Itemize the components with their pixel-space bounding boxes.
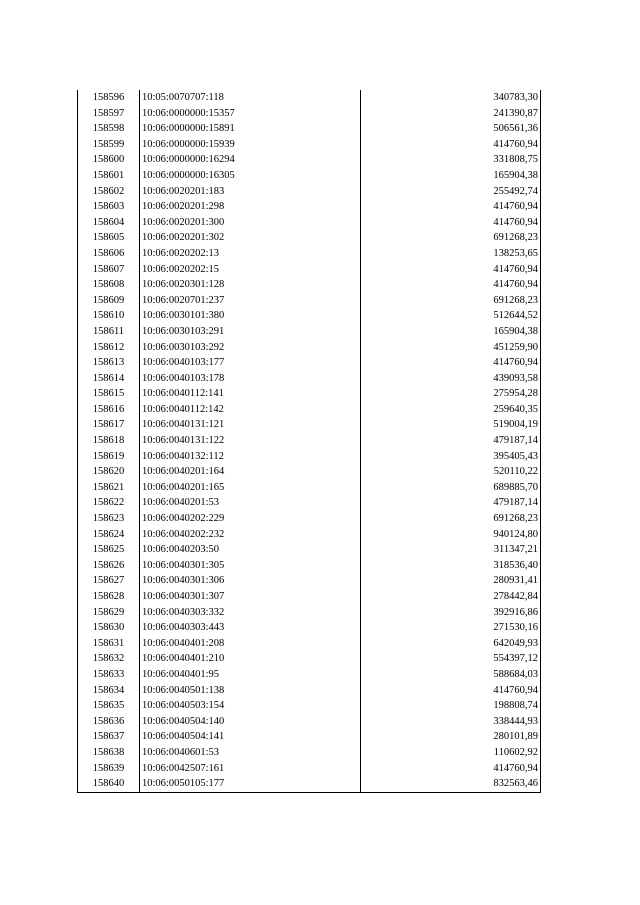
cadastral-number-cell: 10:06:0040303:443 bbox=[140, 620, 361, 636]
table-row bbox=[78, 417, 541, 433]
table-row bbox=[78, 729, 541, 745]
value-cell: 110602,92 bbox=[361, 745, 541, 761]
row-number-cell: 158629 bbox=[78, 605, 140, 621]
value-cell: 280101,89 bbox=[361, 729, 541, 745]
cadastral-number-cell: 10:06:0040131:122 bbox=[140, 433, 361, 449]
row-number-cell: 158620 bbox=[78, 464, 140, 480]
value-cell: 439093,58 bbox=[361, 371, 541, 387]
table-row bbox=[78, 527, 541, 543]
table-row bbox=[78, 230, 541, 246]
row-number-cell: 158630 bbox=[78, 620, 140, 636]
row-number-cell: 158638 bbox=[78, 745, 140, 761]
table-row bbox=[78, 495, 541, 511]
table-row bbox=[78, 776, 541, 792]
table-row bbox=[78, 714, 541, 730]
value-cell: 414760,94 bbox=[361, 761, 541, 777]
cadastral-number-cell: 10:06:0030103:292 bbox=[140, 340, 361, 356]
cadastral-number-cell: 10:06:0020701:237 bbox=[140, 293, 361, 309]
table-row bbox=[78, 589, 541, 605]
value-cell: 414760,94 bbox=[361, 683, 541, 699]
value-cell: 520110,22 bbox=[361, 464, 541, 480]
table-row bbox=[78, 90, 541, 106]
row-number-cell: 158637 bbox=[78, 729, 140, 745]
table-row bbox=[78, 106, 541, 122]
row-number-cell: 158639 bbox=[78, 761, 140, 777]
cadastral-number-cell: 10:06:0030103:291 bbox=[140, 324, 361, 340]
table-row bbox=[78, 184, 541, 200]
row-number-cell: 158640 bbox=[78, 776, 140, 792]
table-row bbox=[78, 121, 541, 137]
value-cell: 198808,74 bbox=[361, 698, 541, 714]
row-number-cell: 158626 bbox=[78, 558, 140, 574]
table-row bbox=[78, 605, 541, 621]
table-row bbox=[78, 168, 541, 184]
cadastral-number-cell: 10:06:0040401:95 bbox=[140, 667, 361, 683]
cadastral-number-cell: 10:05:0070707:118 bbox=[140, 90, 361, 106]
row-number-cell: 158597 bbox=[78, 106, 140, 122]
table-row bbox=[78, 433, 541, 449]
cadastral-number-cell: 10:06:0040131:121 bbox=[140, 417, 361, 433]
cadastral-number-cell: 10:06:0000000:15891 bbox=[140, 121, 361, 137]
value-cell: 691268,23 bbox=[361, 230, 541, 246]
table-row bbox=[78, 277, 541, 293]
value-cell: 414760,94 bbox=[361, 277, 541, 293]
row-number-cell: 158613 bbox=[78, 355, 140, 371]
cadastral-number-cell: 10:06:0000000:15939 bbox=[140, 137, 361, 153]
table-row bbox=[78, 262, 541, 278]
table-row bbox=[78, 293, 541, 309]
value-cell: 691268,23 bbox=[361, 511, 541, 527]
value-cell: 241390,87 bbox=[361, 106, 541, 122]
table-row bbox=[78, 698, 541, 714]
row-number-cell: 158617 bbox=[78, 417, 140, 433]
table-row bbox=[78, 199, 541, 215]
value-cell: 275954,28 bbox=[361, 386, 541, 402]
cadastral-number-cell: 10:06:0040504:140 bbox=[140, 714, 361, 730]
row-number-cell: 158612 bbox=[78, 340, 140, 356]
row-number-cell: 158606 bbox=[78, 246, 140, 262]
cadastral-number-cell: 10:06:0040401:210 bbox=[140, 651, 361, 667]
row-number-cell: 158603 bbox=[78, 199, 140, 215]
table-row bbox=[78, 573, 541, 589]
row-number-cell: 158605 bbox=[78, 230, 140, 246]
value-cell: 392916,86 bbox=[361, 605, 541, 621]
row-number-cell: 158632 bbox=[78, 651, 140, 667]
value-cell: 165904,38 bbox=[361, 168, 541, 184]
value-cell: 311347,21 bbox=[361, 542, 541, 558]
cadastral-number-cell: 10:06:0000000:15357 bbox=[140, 106, 361, 122]
table-row bbox=[78, 636, 541, 652]
value-cell: 318536,40 bbox=[361, 558, 541, 574]
cadastral-number-cell: 10:06:0040201:164 bbox=[140, 464, 361, 480]
value-cell: 331808,75 bbox=[361, 152, 541, 168]
cadastral-number-cell: 10:06:0040601:53 bbox=[140, 745, 361, 761]
table-row bbox=[78, 137, 541, 153]
value-cell: 414760,94 bbox=[361, 137, 541, 153]
value-cell: 414760,94 bbox=[361, 199, 541, 215]
cadastral-number-cell: 10:06:0040201:53 bbox=[140, 495, 361, 511]
value-cell: 278442,84 bbox=[361, 589, 541, 605]
table-row bbox=[78, 246, 541, 262]
value-cell: 271530,16 bbox=[361, 620, 541, 636]
row-number-cell: 158611 bbox=[78, 324, 140, 340]
value-cell: 338444,93 bbox=[361, 714, 541, 730]
value-cell: 259640,35 bbox=[361, 402, 541, 418]
row-number-cell: 158618 bbox=[78, 433, 140, 449]
table-row bbox=[78, 371, 541, 387]
data-table bbox=[77, 90, 541, 793]
cadastral-number-cell: 10:06:0050105:177 bbox=[140, 776, 361, 792]
row-number-cell: 158614 bbox=[78, 371, 140, 387]
table-row bbox=[78, 683, 541, 699]
table-row bbox=[78, 620, 541, 636]
cadastral-number-cell: 10:06:0020202:15 bbox=[140, 262, 361, 278]
cadastral-number-cell: 10:06:0020201:298 bbox=[140, 199, 361, 215]
cadastral-number-cell: 10:06:0040301:306 bbox=[140, 573, 361, 589]
row-number-cell: 158601 bbox=[78, 168, 140, 184]
value-cell: 642049,93 bbox=[361, 636, 541, 652]
table-row bbox=[78, 340, 541, 356]
row-number-cell: 158628 bbox=[78, 589, 140, 605]
cadastral-number-cell: 10:06:0040503:154 bbox=[140, 698, 361, 714]
cadastral-number-cell: 10:06:0042507:161 bbox=[140, 761, 361, 777]
value-cell: 414760,94 bbox=[361, 215, 541, 231]
cadastral-number-cell: 10:06:0030101:380 bbox=[140, 308, 361, 324]
row-number-cell: 158634 bbox=[78, 683, 140, 699]
value-cell: 414760,94 bbox=[361, 262, 541, 278]
cadastral-number-cell: 10:06:0020301:128 bbox=[140, 277, 361, 293]
cadastral-number-cell: 10:06:0040501:138 bbox=[140, 683, 361, 699]
value-cell: 414760,94 bbox=[361, 355, 541, 371]
value-cell: 165904,38 bbox=[361, 324, 541, 340]
table-row bbox=[78, 308, 541, 324]
table-row bbox=[78, 464, 541, 480]
value-cell: 479187,14 bbox=[361, 433, 541, 449]
cadastral-number-cell: 10:06:0040301:307 bbox=[140, 589, 361, 605]
table-row bbox=[78, 355, 541, 371]
value-cell: 138253,65 bbox=[361, 246, 541, 262]
value-cell: 506561,36 bbox=[361, 121, 541, 137]
cadastral-number-cell: 10:06:0040401:208 bbox=[140, 636, 361, 652]
cadastral-number-cell: 10:06:0040504:141 bbox=[140, 729, 361, 745]
value-cell: 554397,12 bbox=[361, 651, 541, 667]
row-number-cell: 158622 bbox=[78, 495, 140, 511]
value-cell: 280931,41 bbox=[361, 573, 541, 589]
value-cell: 519004,19 bbox=[361, 417, 541, 433]
value-cell: 479187,14 bbox=[361, 495, 541, 511]
row-number-cell: 158604 bbox=[78, 215, 140, 231]
cadastral-number-cell: 10:06:0040103:178 bbox=[140, 371, 361, 387]
table-row bbox=[78, 511, 541, 527]
table-row bbox=[78, 324, 541, 340]
cadastral-number-cell: 10:06:0040202:229 bbox=[140, 511, 361, 527]
table-row bbox=[78, 558, 541, 574]
row-number-cell: 158636 bbox=[78, 714, 140, 730]
cadastral-number-cell: 10:06:0040301:305 bbox=[140, 558, 361, 574]
cadastral-number-cell: 10:06:0040303:332 bbox=[140, 605, 361, 621]
value-cell: 255492,74 bbox=[361, 184, 541, 200]
cadastral-number-cell: 10:06:0040202:232 bbox=[140, 527, 361, 543]
table-row bbox=[78, 449, 541, 465]
value-cell: 832563,46 bbox=[361, 776, 541, 792]
cadastral-number-cell: 10:06:0020202:13 bbox=[140, 246, 361, 262]
cadastral-number-cell: 10:06:0040112:142 bbox=[140, 402, 361, 418]
value-cell: 940124,80 bbox=[361, 527, 541, 543]
row-number-cell: 158623 bbox=[78, 511, 140, 527]
row-number-cell: 158635 bbox=[78, 698, 140, 714]
row-number-cell: 158599 bbox=[78, 137, 140, 153]
row-number-cell: 158633 bbox=[78, 667, 140, 683]
table-row bbox=[78, 386, 541, 402]
value-cell: 512644,52 bbox=[361, 308, 541, 324]
table-row bbox=[78, 745, 541, 761]
row-number-cell: 158598 bbox=[78, 121, 140, 137]
cadastral-number-cell: 10:06:0020201:183 bbox=[140, 184, 361, 200]
row-number-cell: 158602 bbox=[78, 184, 140, 200]
row-number-cell: 158610 bbox=[78, 308, 140, 324]
table-row bbox=[78, 667, 541, 683]
table-body bbox=[78, 90, 541, 792]
table-row bbox=[78, 761, 541, 777]
row-number-cell: 158608 bbox=[78, 277, 140, 293]
table-row bbox=[78, 480, 541, 496]
cadastral-number-cell: 10:06:0040103:177 bbox=[140, 355, 361, 371]
row-number-cell: 158631 bbox=[78, 636, 140, 652]
cadastral-number-cell: 10:06:0000000:16305 bbox=[140, 168, 361, 184]
table-row bbox=[78, 402, 541, 418]
row-number-cell: 158609 bbox=[78, 293, 140, 309]
cadastral-number-cell: 10:06:0000000:16294 bbox=[140, 152, 361, 168]
value-cell: 395405,43 bbox=[361, 449, 541, 465]
value-cell: 691268,23 bbox=[361, 293, 541, 309]
row-number-cell: 158627 bbox=[78, 573, 140, 589]
value-cell: 588684,03 bbox=[361, 667, 541, 683]
cadastral-number-cell: 10:06:0020201:302 bbox=[140, 230, 361, 246]
value-cell: 451259,90 bbox=[361, 340, 541, 356]
table-row bbox=[78, 542, 541, 558]
row-number-cell: 158624 bbox=[78, 527, 140, 543]
cadastral-number-cell: 10:06:0020201:300 bbox=[140, 215, 361, 231]
row-number-cell: 158625 bbox=[78, 542, 140, 558]
row-number-cell: 158616 bbox=[78, 402, 140, 418]
value-cell: 340783,30 bbox=[361, 90, 541, 106]
row-number-cell: 158621 bbox=[78, 480, 140, 496]
table-row bbox=[78, 152, 541, 168]
table-row bbox=[78, 651, 541, 667]
cadastral-number-cell: 10:06:0040132:112 bbox=[140, 449, 361, 465]
cadastral-number-cell: 10:06:0040201:165 bbox=[140, 480, 361, 496]
row-number-cell: 158615 bbox=[78, 386, 140, 402]
row-number-cell: 158619 bbox=[78, 449, 140, 465]
value-cell: 689885,70 bbox=[361, 480, 541, 496]
row-number-cell: 158600 bbox=[78, 152, 140, 168]
row-number-cell: 158596 bbox=[78, 90, 140, 106]
table-row bbox=[78, 215, 541, 231]
cadastral-number-cell: 10:06:0040112:141 bbox=[140, 386, 361, 402]
cadastral-number-cell: 10:06:0040203:50 bbox=[140, 542, 361, 558]
row-number-cell: 158607 bbox=[78, 262, 140, 278]
